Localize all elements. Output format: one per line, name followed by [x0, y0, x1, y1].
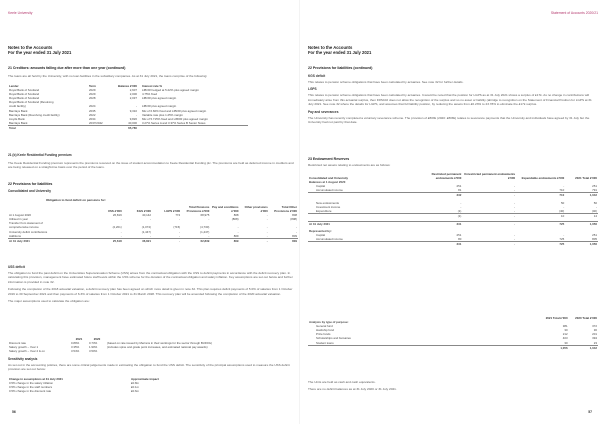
table-cell: 2035	[89, 108, 96, 113]
table-cell: 50	[561, 200, 565, 205]
table-cell: Royal Bank of Scotland (Revolving	[9, 100, 54, 105]
title-subline: For the year ended 31 July 2021	[308, 50, 372, 56]
table-cell: -	[460, 204, 462, 209]
table-cell: Total	[8, 125, 88, 130]
paragraph: The University has recently completed a voluntary severance scheme. The provision of £809k (2020: £808k) relates to severance payments that the University and individuals have agreed by 31 July but the University had not paid by that date.	[308, 115, 590, 125]
table-cell: Prize funds	[316, 332, 331, 337]
table-cell: At 31 July 2021	[308, 221, 413, 226]
table-cell: (1,447)	[141, 229, 151, 234]
col-header: Total Pensions Provisions £'000	[186, 205, 210, 214]
col-header: Total Other Provisions £'000	[274, 205, 297, 214]
table-cell: 0.5% change in the staff numbers	[9, 385, 53, 390]
table-cell: -	[120, 217, 122, 222]
table-cell: -	[462, 242, 516, 247]
table-cell: £0.1m	[131, 385, 140, 390]
table-cell: 9,826	[129, 116, 137, 121]
table-cell: 81	[458, 188, 462, 193]
table-cell: 809	[292, 233, 297, 238]
table-cell: 62,839	[181, 238, 210, 243]
table-cell: -	[514, 204, 516, 209]
table-cell: Barclays Bank	[9, 120, 28, 125]
table-cell: Hardship fund	[316, 328, 334, 333]
table-cell	[88, 125, 116, 130]
table-cell: £0.8m	[131, 381, 140, 386]
table-cell: -	[266, 233, 268, 238]
table-cell: Transfer from statement of	[9, 221, 43, 226]
table-cell: 710	[559, 188, 565, 193]
table-cell: 2029	[89, 88, 96, 93]
table-cell: 808	[233, 213, 239, 218]
sub-heading: LGPS	[308, 87, 317, 92]
table-cell: 1,056	[565, 221, 598, 226]
table-cell: (includes spine and grade point increases, and estimated national pay awards)	[107, 345, 208, 350]
table-cell: 0.89%	[71, 341, 80, 346]
table-cell: 0.73%	[89, 341, 98, 346]
table-cell: 2,000	[129, 92, 137, 97]
page-number: 56	[12, 410, 16, 414]
total-row	[8, 125, 248, 130]
section-heading: 22 Provisions for liabilities (continued)	[308, 66, 373, 70]
assumptions-table-wrap	[8, 337, 298, 353]
table-cell: 2037/2042	[89, 120, 103, 125]
table-cell: -	[462, 193, 516, 198]
title-subline: For the year ended 31 July 2021	[8, 50, 72, 56]
table-cell: -	[266, 225, 268, 230]
table-cell: 3.27% Series A and 3.37% Series B Senior Notes	[142, 120, 206, 125]
table-cell: (715)	[173, 225, 181, 230]
table-cell: -	[462, 221, 516, 226]
table-cell: 710	[516, 193, 565, 198]
table-cell: 251	[456, 184, 462, 189]
table-cell: (40)	[559, 208, 565, 213]
table-cell: At 31 July 2021	[8, 238, 94, 243]
col-header: Change in assumptions at 31 July 2021	[9, 377, 63, 381]
table-cell: Mix of 5.715% fixed and LIBOR plus agreed margin	[142, 116, 208, 121]
change-table	[8, 377, 198, 393]
table-cell: 3.35%	[71, 345, 80, 350]
analysis-table-wrap	[308, 316, 598, 350]
sub-heading: KGS deficit	[308, 74, 326, 78]
table-cell: credit facility)	[9, 104, 26, 109]
table-cell: 2029	[89, 92, 96, 97]
table-cell: 2,037	[129, 96, 137, 101]
col-header: Balance £'000	[117, 84, 137, 88]
col-header: 2020	[93, 337, 101, 341]
paragraph: This relates to pension scheme obligations that have been calculated by actuaries. It would be noted that the position for LGPS as at 31 July 2021 shows a surplus of £17k. As no change in contributions will immediately arise from this actuarial surplus, then FRS102 does not allow the recognition of the surplus and so no asset or liability (abridge to recognition on the Statement of Financial Position for LGPS at 31 July 2021. See note 32 where the details for LGPS, and assumes that full liability position, by reducing the assets from £0.23% to 23.78% to eliminate the £17k surplus.	[308, 93, 592, 107]
endowment-table-wrap	[308, 172, 598, 246]
table-cell: (1,074)	[141, 225, 151, 230]
table-cell: Mix of 6.60% fixed and LIBOR plus agreed margin	[142, 108, 207, 113]
sensitivity-section	[8, 357, 298, 372]
table-cell: Capital	[316, 184, 325, 189]
table-cell: Barclays Bank (Revolving credit facility)	[9, 112, 60, 117]
table-cell: -	[514, 237, 516, 242]
table-cell: -	[462, 213, 516, 218]
table-cell: 0.5% change in the discount rate	[9, 389, 52, 394]
sub-heading: USS deficit	[8, 265, 25, 269]
table-cell: 4.75% fixed	[142, 92, 158, 97]
table-cell: Utilised in year	[9, 217, 28, 222]
table-cell: LIBOR hedged at 5.22% plus agreed margin	[142, 88, 199, 93]
title-line: Notes to the Accounts	[308, 45, 353, 50]
table-cell: 725	[516, 221, 565, 226]
table-cell: 1.90%	[89, 345, 98, 350]
col-header: Term	[89, 84, 96, 88]
table-cell: At 1 August 2020	[9, 213, 32, 218]
table-cell: (1)	[413, 213, 462, 218]
table-cell: Analysis by type of purpose:	[309, 320, 349, 325]
assumptions-table	[8, 337, 298, 353]
table-cell: 403	[562, 336, 568, 341]
table-cell: 394	[592, 336, 597, 341]
table-cell: -	[179, 233, 181, 238]
table-cell: 251	[592, 184, 597, 189]
table-cell: -	[266, 229, 268, 234]
paragraph: The Keele Residential Funding premium represents the premiums received on the issue of student accommodation to Keele Residential Funding plc. The premiums are held as deferred income in creditors and are being released on a straight-line basis over the period of the loans.	[8, 161, 294, 170]
table-cell: 725	[516, 242, 565, 247]
table-cell: 791	[592, 188, 597, 193]
col-header: 2021	[75, 337, 83, 341]
table-cell	[308, 345, 539, 350]
col-header: Expendable endowments £'000	[521, 176, 565, 181]
col-header: Lender	[9, 84, 19, 88]
total-row	[308, 242, 598, 247]
table-cell: 725	[559, 237, 565, 242]
endowment-section	[308, 157, 598, 167]
section-heading: 22 Provisions for liabilities	[8, 182, 53, 186]
table-cell: 0.5% change in the salary inflation	[9, 381, 54, 386]
table-cell: -	[266, 213, 268, 218]
table-cell: -	[514, 233, 516, 238]
table-cell: 1,056	[565, 242, 598, 247]
col-header: KGS £'000	[136, 209, 151, 214]
table-cell: -	[120, 229, 122, 234]
table-cell: LIBOR plus agreed margin	[142, 96, 177, 101]
table-cell: 10	[516, 213, 565, 218]
table-cell: General fund	[316, 324, 333, 329]
table-cell: -	[149, 217, 151, 222]
table-cell: -	[136, 112, 137, 117]
table-cell: 381	[562, 324, 568, 329]
table-cell: LIBOR plus agreed margin	[142, 104, 177, 109]
provisions-continued	[308, 66, 598, 124]
table-cell: -	[237, 225, 239, 230]
table-cell: 3.50%	[89, 349, 98, 354]
left-page	[8, 0, 298, 424]
table-cell: 331	[413, 242, 462, 247]
table-cell: -	[514, 208, 516, 213]
paragraph: The loans are all held by the University, with no loan facilities in the subsidiary companies. As at 31 July 2021, the loans comprise of the following:	[8, 74, 208, 78]
table-cell: -	[563, 233, 565, 238]
table-cell: 65,780	[116, 125, 138, 130]
table-cell: 774	[175, 213, 181, 218]
table-cell: 251	[456, 233, 462, 238]
page-title	[8, 45, 71, 55]
table-cell: Discount rate	[9, 341, 27, 346]
table-cell: 30	[564, 328, 568, 333]
table-cell: 201	[592, 332, 597, 337]
page-number: 57	[588, 410, 592, 414]
table-cell: 36,821	[123, 238, 152, 243]
paragraph: Restricted net assets relating to endowments are as follows:	[308, 163, 391, 167]
table-cell: New endowments	[316, 200, 339, 205]
table-cell	[138, 125, 248, 130]
loans-table-wrap	[8, 84, 298, 130]
table-cell: (40)	[591, 208, 597, 213]
col-header: Unrestricted permanent endowments £'000	[464, 172, 516, 181]
table-cell: 331	[413, 221, 462, 226]
total-row	[308, 345, 598, 350]
table-cell: 26,819	[112, 213, 122, 218]
table-cell: -	[152, 238, 181, 243]
table-cell: -	[240, 238, 269, 243]
col-header	[8, 205, 94, 213]
col-header: Approximate impact	[131, 377, 159, 381]
paragraph: As set out in the accounting policies, there are some critical judgements made in estimating the obligation to fund the USS deficit. The sensitivity of the principal assumptions used to measure the USS deficit provision are set out below:	[8, 363, 290, 372]
table-cell: 40,142	[142, 213, 151, 218]
table-cell: 809	[210, 238, 239, 243]
table-cell: Investment income	[316, 204, 341, 209]
endowment-table	[308, 172, 598, 246]
paragraph: This relates to pension scheme obligations that have been calculated by actuaries. See note 32 for further details.	[308, 80, 464, 84]
section-heading: 23 Endowment Reserves	[308, 157, 350, 161]
table-cell: 251	[592, 233, 597, 238]
change-table-wrap	[8, 377, 298, 393]
table-cell: Accumulated income	[316, 237, 343, 242]
table-cell: 2022	[89, 112, 96, 117]
table-cell: Balances at 1 August 2020	[309, 180, 346, 185]
table-cell: 68,975	[200, 213, 210, 218]
page-gutter	[299, 0, 300, 424]
table-cell: Royal Bank of Scotland	[9, 88, 40, 93]
table-cell: -	[460, 200, 462, 205]
creditors-section	[8, 66, 298, 78]
loans-table	[8, 84, 248, 130]
paragraph: The obligation to fund the past deficit on the Universities Superannuation Scheme (USS) arises from the contractual obligation with the USS to deficit payments in accordance with the deficit recovery plan. In calculating this provision, management have estimated future staff levels within the USS scheme for the duration of the contractual obligation and salary inflation. Key assumptions are set out below and further information is provided in note 32.	[8, 271, 293, 284]
sub-heading: Consolidated and University	[8, 189, 52, 193]
table-cell: 40,000	[128, 120, 137, 125]
table-cell: -	[563, 204, 565, 209]
table-cell: 14	[565, 213, 598, 218]
title-line: Notes to the Accounts	[8, 45, 53, 50]
table-cell: 2,607	[129, 88, 137, 93]
col-header: 2021 Total £'000	[545, 316, 568, 320]
table-cell	[106, 349, 298, 353]
table-cell: -	[514, 188, 516, 193]
table-cell: Additions	[9, 233, 21, 238]
footnote: The Units are held as cash and cash equivalents.	[308, 380, 376, 384]
col-header: Restricted permanent endowments £'000	[431, 172, 462, 181]
table-cell: 372	[592, 324, 597, 329]
table-cell: -	[296, 229, 297, 234]
table-cell: (808)	[290, 217, 297, 222]
table-cell: 30	[593, 328, 597, 333]
table-cell: -	[296, 225, 297, 230]
col-header: 2020 Total £'000	[575, 316, 597, 320]
table-cell: Barclays Bank	[9, 108, 28, 113]
table-cell: (2,201)	[112, 225, 122, 230]
table-row	[8, 389, 198, 393]
table-cell: 80	[458, 237, 462, 242]
col-header: LGPS £'000	[164, 209, 181, 214]
endowment-notes	[308, 380, 598, 392]
table-cell: -	[208, 217, 210, 222]
table-cell: 2024	[89, 104, 96, 109]
analysis-table	[308, 316, 598, 350]
page-title	[308, 45, 371, 55]
footnote: There are no deficit balances as at 31 July 2020 or 31 July 2021.	[308, 387, 397, 392]
table-cell: Capital	[316, 233, 325, 238]
total-row	[8, 238, 298, 243]
paragraph: The major assumptions used to calculate the obligation are:	[8, 299, 90, 304]
table-cell: 1,042	[569, 345, 598, 350]
table-cell: 332	[413, 193, 462, 198]
table-cell: Scholarships and bursaries	[316, 336, 351, 341]
provisions-table-wrap	[8, 200, 298, 243]
table-cell	[308, 242, 413, 247]
uss-section	[8, 265, 298, 303]
table-cell: -	[179, 229, 181, 234]
table-cell: 1,042	[565, 193, 598, 198]
paragraph: Following the completion of the 2018 actuarial valuation, a deficit recovery plan has been agreed on which more detail is given in note 32. This plan requires deficit payments of 5.0% of salaries from 1 October 2019 to 30 September 2021 and then payments of 6.3% of salaries from 1 October 2021 to 31 March 2028. This recovery plan will be amended following the completion of the 2020 actuarial valuation.	[8, 287, 293, 296]
table-cell: 9,310	[129, 108, 137, 113]
table-cell: (1,447)	[200, 229, 210, 234]
table-cell: -	[179, 217, 181, 222]
table-cell: 212	[562, 332, 568, 337]
group-heading: Obligation to fund deficit on pensions for:	[46, 198, 106, 202]
table-cell: 1,056	[539, 345, 568, 350]
premium-section	[8, 153, 298, 170]
table-cell: -	[237, 229, 239, 234]
col-header: Interest rate %	[142, 84, 162, 88]
table-cell: Variable rate plus 1.25% margin	[142, 112, 183, 117]
table-cell: -	[514, 200, 516, 205]
running-header: Statement of Accounts 2020/21	[550, 11, 598, 15]
running-header: Keele University	[8, 11, 33, 15]
table-cell: 809	[233, 233, 239, 238]
table-cell: Represented by:	[309, 229, 332, 234]
section-heading: 21 (b) Keele Residential Funding premium	[8, 153, 72, 157]
col-header: Pay and conditions £'000	[212, 205, 239, 214]
table-cell: Royal Bank of Scotland	[9, 96, 40, 101]
table-cell: 808	[292, 213, 297, 218]
table-cell: Lloyds Bank	[9, 116, 25, 121]
table-cell: 25,618	[94, 238, 123, 243]
table-cell: -	[208, 233, 210, 238]
col-header: Consolidated and University	[309, 176, 349, 181]
table-cell: -	[136, 104, 137, 109]
table-cell: -	[120, 233, 122, 238]
provisions-section	[8, 182, 298, 193]
table-cell: -	[563, 184, 565, 189]
table-cell: 3.54%	[71, 349, 80, 354]
table-cell: 2028	[89, 96, 96, 101]
col-header: 2021 Total £'000	[575, 176, 597, 181]
table-cell: Salary growth – Year 1	[9, 345, 39, 350]
table-cell: (4,730)	[200, 225, 210, 230]
sub-heading: Pay and severances	[308, 109, 339, 114]
col-header: Other provisions £'000	[244, 205, 268, 214]
sub-heading: Sensitivity analysis	[8, 357, 38, 361]
table-cell: 805	[592, 237, 597, 242]
table-cell: comprehensive income	[9, 225, 39, 230]
table-cell: Accumulated income	[316, 188, 343, 193]
table-row	[8, 349, 298, 353]
table-cell: 809	[269, 238, 298, 243]
provisions-table	[8, 205, 298, 243]
table-cell: University deficit contributions	[9, 229, 48, 234]
table-cell: £0.6m	[131, 389, 140, 394]
table-cell: (based on rate issued by Merrans in their workings for the sector through BUFDG)	[107, 341, 212, 346]
table-cell: -	[514, 184, 516, 189]
table-cell: Expenditure	[316, 208, 332, 213]
table-cell: (808)	[231, 217, 239, 222]
table-cell: -	[266, 217, 268, 222]
table-cell: Royal Bank of Scotland	[9, 92, 40, 97]
table-cell: (1)	[457, 208, 462, 213]
table-cell: -	[149, 233, 151, 238]
table-cell: 23	[593, 340, 597, 345]
col-header: USS £'000	[107, 209, 122, 214]
table-cell: Student loans	[316, 340, 334, 345]
table-cell: 50	[593, 200, 597, 205]
table-cell: -	[596, 204, 597, 209]
table-cell: Salary growth – Year 2 & on	[9, 349, 45, 354]
right-page	[308, 0, 598, 424]
section-heading: 21 Creditors: amounts falling due after more than one year (continued)	[8, 66, 126, 70]
table-cell: 30	[564, 340, 568, 345]
table-cell: 2034	[89, 116, 96, 121]
